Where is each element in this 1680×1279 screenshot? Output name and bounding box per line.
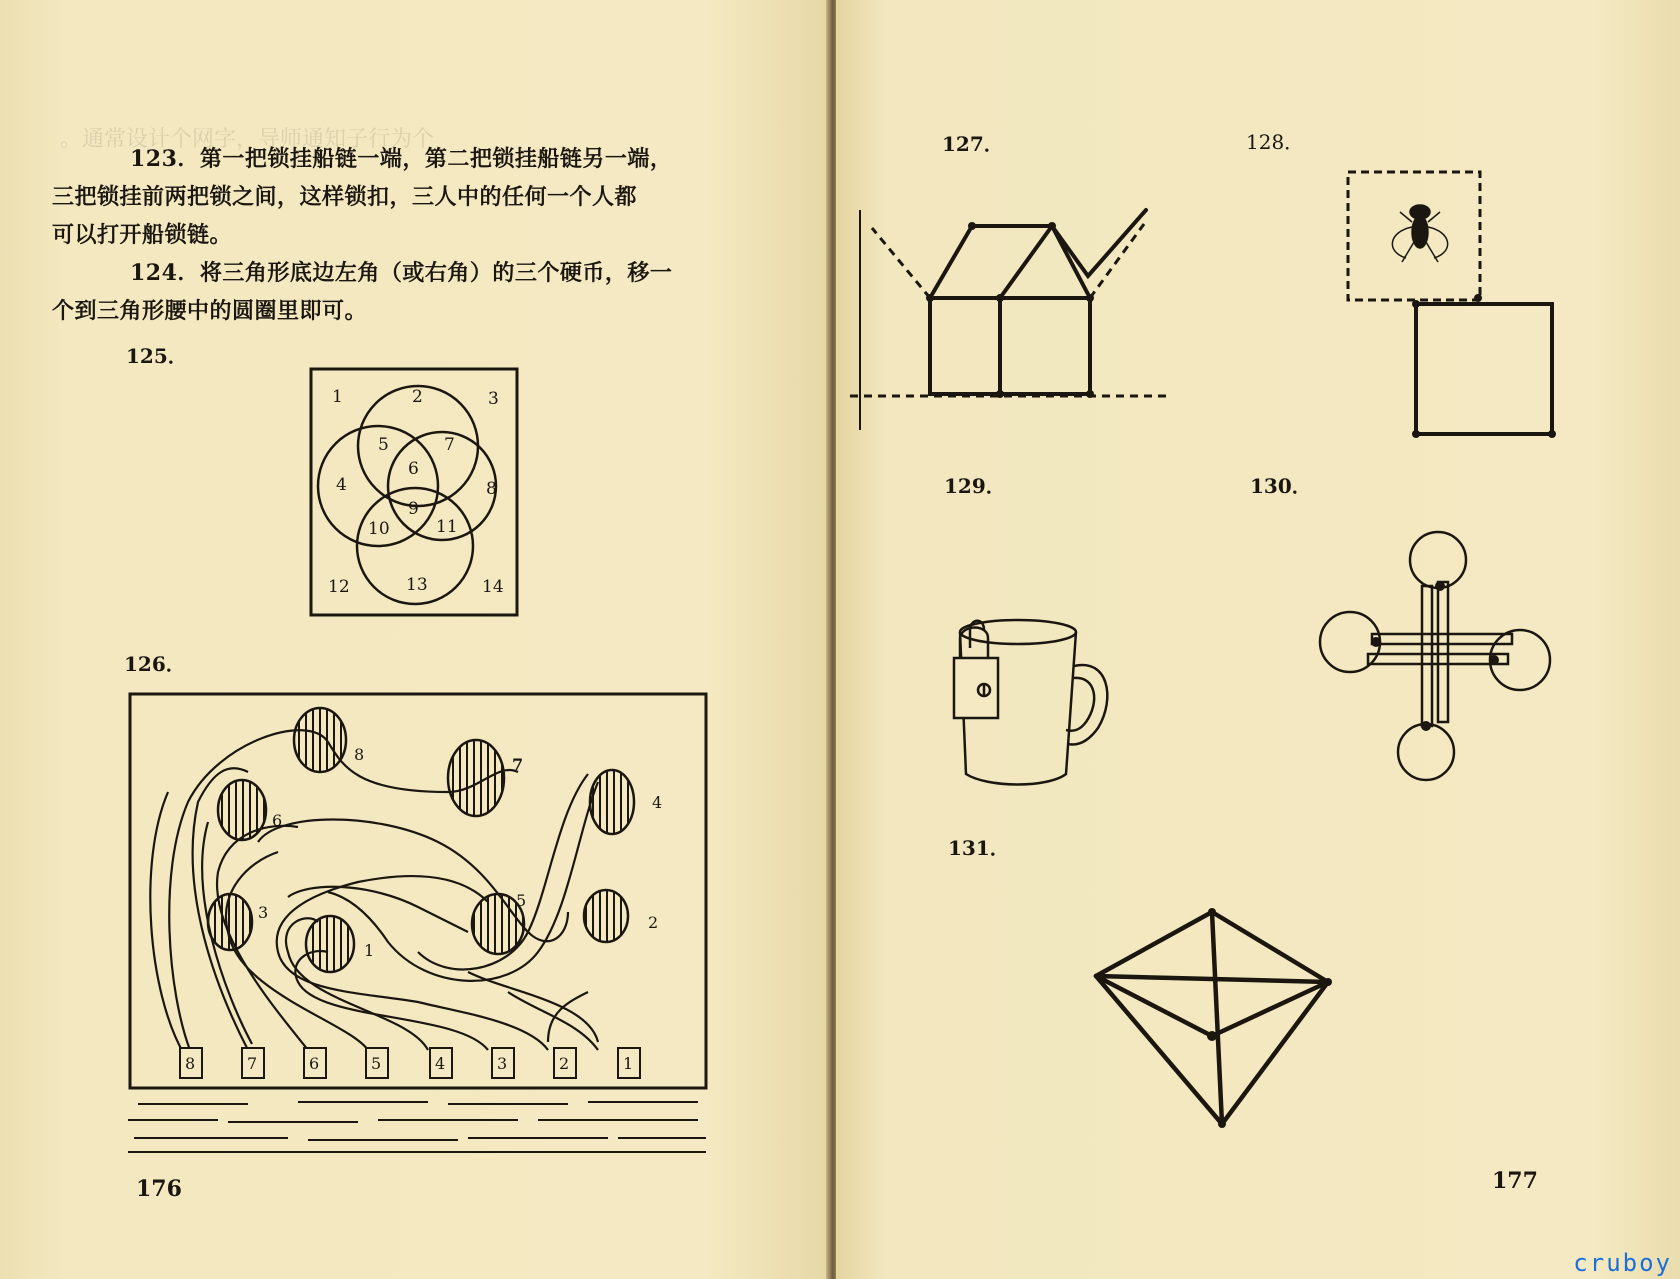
venn-region-11: 11 — [436, 517, 458, 537]
label-129: 129． — [944, 474, 1006, 498]
venn-region-5: 5 — [378, 435, 389, 455]
figure-129-mug-lock — [948, 618, 1128, 794]
figure-128-fly-box — [1348, 172, 1558, 446]
maze-blob-label-7: 7 — [512, 755, 524, 774]
fly-icon — [1392, 205, 1447, 262]
maze-blob-label-3: 3 — [258, 903, 269, 922]
dock-box-2: 2 — [559, 1054, 570, 1073]
maze-blob-label-8: 8 — [354, 745, 365, 764]
dock-box-7: 7 — [247, 1054, 258, 1073]
venn-region-4: 4 — [336, 475, 347, 495]
dock-box-5: 5 — [371, 1054, 382, 1073]
answer-123-line-3: 可以打开船锁链。 — [52, 222, 233, 248]
maze-blob-8 — [294, 708, 346, 772]
venn-region-2: 2 — [412, 387, 423, 407]
maze-blob-7 — [448, 740, 504, 816]
label-130: 130． — [1250, 474, 1312, 498]
label-127: 127． — [942, 132, 1004, 156]
answer-123 — [52, 140, 672, 254]
figure-127-matchstick-house — [900, 210, 1200, 446]
venn-region-14: 14 — [482, 577, 504, 597]
dock-box-6: 6 — [309, 1054, 320, 1073]
label-128: 128． — [1246, 130, 1305, 154]
venn-region-7: 7 — [444, 435, 455, 455]
maze-blob-label-4: 4 — [652, 793, 663, 812]
venn-region-13: 13 — [406, 575, 428, 595]
venn-region-1: 1 — [332, 387, 343, 407]
maze-blob-6 — [218, 780, 266, 840]
dock-box-3: 3 — [497, 1054, 508, 1073]
left-page: 。通常设计个网字，导师通知子行为个 123．第一把锁挂船链一端，第二把锁挂船链另一端， 三把锁挂前两把锁之间，这样锁扣，三人中的任何一个人都 可以打开船锁链。 124．将三角形底边左角（或右角）的三个硬币，移一 个到三角形腰中的圆圈里即可。 125． 1 2 3 4 5 6 7 8 9 10 11 12 13 14 126． 8 7 6 4 5 3 2 1 8 7 6 5 4 3 2 1 176 — [0, 0, 832, 1279]
venn-region-10: 10 — [368, 519, 390, 539]
figure-125-venn — [310, 368, 520, 618]
venn-region-3: 3 — [488, 389, 499, 409]
watermark: cruboy — [1573, 1249, 1672, 1277]
maze-blob-4 — [590, 770, 634, 834]
maze-blob-label-1: 1 — [364, 941, 375, 960]
label-126: 126． — [124, 652, 186, 676]
dock-box-4: 4 — [435, 1054, 446, 1073]
answer-123-line-2: 三把锁挂前两把锁之间，这样锁扣，三人中的任何一个人都 — [52, 184, 638, 210]
maze-blob-1 — [306, 916, 354, 972]
right-page — [836, 0, 1680, 1279]
label-125: 125． — [126, 344, 188, 368]
answer-123-line-1: 123．第一把锁挂船链一端，第二把锁挂船链另一端， — [130, 146, 673, 172]
dock-box-8: 8 — [185, 1054, 196, 1073]
answer-124 — [52, 254, 672, 330]
maze-blob-label-2: 2 — [648, 913, 659, 932]
venn-region-12: 12 — [328, 577, 350, 597]
maze-blob-2 — [584, 890, 628, 942]
venn-region-8: 8 — [486, 479, 497, 499]
maze-blob-label-6: 6 — [272, 811, 283, 830]
maze-blob-3 — [208, 894, 252, 950]
padlock-icon — [954, 621, 998, 718]
page-number-left: 176 — [136, 1176, 182, 1202]
answer-124-line-2: 个到三角形腰中的圆圈里即可。 — [52, 298, 368, 324]
maze-blob-label-5: 5 — [516, 891, 527, 910]
figure-130-coin-cross — [1314, 530, 1554, 780]
label-131: 131． — [948, 836, 1010, 860]
page-number-right: 177 — [1492, 1168, 1538, 1194]
figure-126-maze — [128, 692, 708, 1160]
venn-region-6: 6 — [408, 459, 419, 479]
answer-124-line-1: 124．将三角形底边左角（或右角）的三个硬币，移一 — [130, 260, 673, 286]
figure-131-pyramid — [1092, 900, 1352, 1140]
dock-box-1: 1 — [623, 1054, 634, 1073]
venn-region-9: 9 — [408, 499, 419, 519]
